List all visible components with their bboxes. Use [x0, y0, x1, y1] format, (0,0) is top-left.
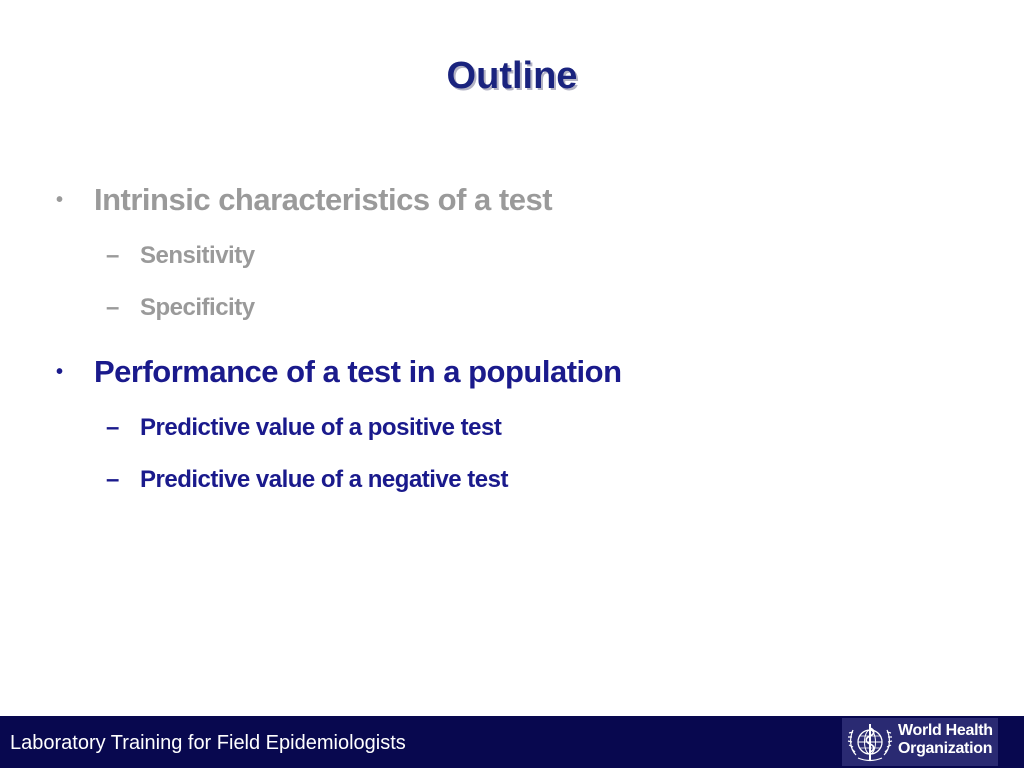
bullet-marker: • [56, 361, 63, 383]
who-logo-text [898, 722, 993, 758]
dash-marker: – [106, 294, 119, 321]
sub-bullet-item [106, 413, 502, 443]
sub-bullet-text: Predictive value of a negative test [140, 466, 508, 493]
dash-marker: – [106, 414, 119, 441]
bullet-item [56, 354, 622, 390]
bullet-item [56, 182, 553, 218]
who-logo [842, 718, 998, 766]
bullet-text: Intrinsic characteristics of a test [94, 182, 553, 217]
who-logo-line1: World Health [898, 722, 993, 739]
sub-bullet-item [106, 293, 255, 323]
sub-bullet-text: Sensitivity [140, 242, 255, 269]
bullet-text: Performance of a test in a population [94, 354, 622, 389]
who-emblem-icon [844, 719, 896, 765]
dash-marker: – [106, 242, 119, 269]
who-logo-line2: Organization [898, 740, 993, 757]
sub-bullet-item [106, 465, 508, 495]
footer-text: Laboratory Training for Field Epidemiologists [10, 732, 406, 754]
bullet-marker: • [56, 189, 63, 211]
sub-bullet-item [106, 241, 255, 271]
sub-bullet-text: Specificity [140, 294, 255, 321]
slide-title: Outline [446, 55, 578, 97]
sub-bullet-text: Predictive value of a positive test [140, 414, 502, 441]
dash-marker: – [106, 466, 119, 493]
